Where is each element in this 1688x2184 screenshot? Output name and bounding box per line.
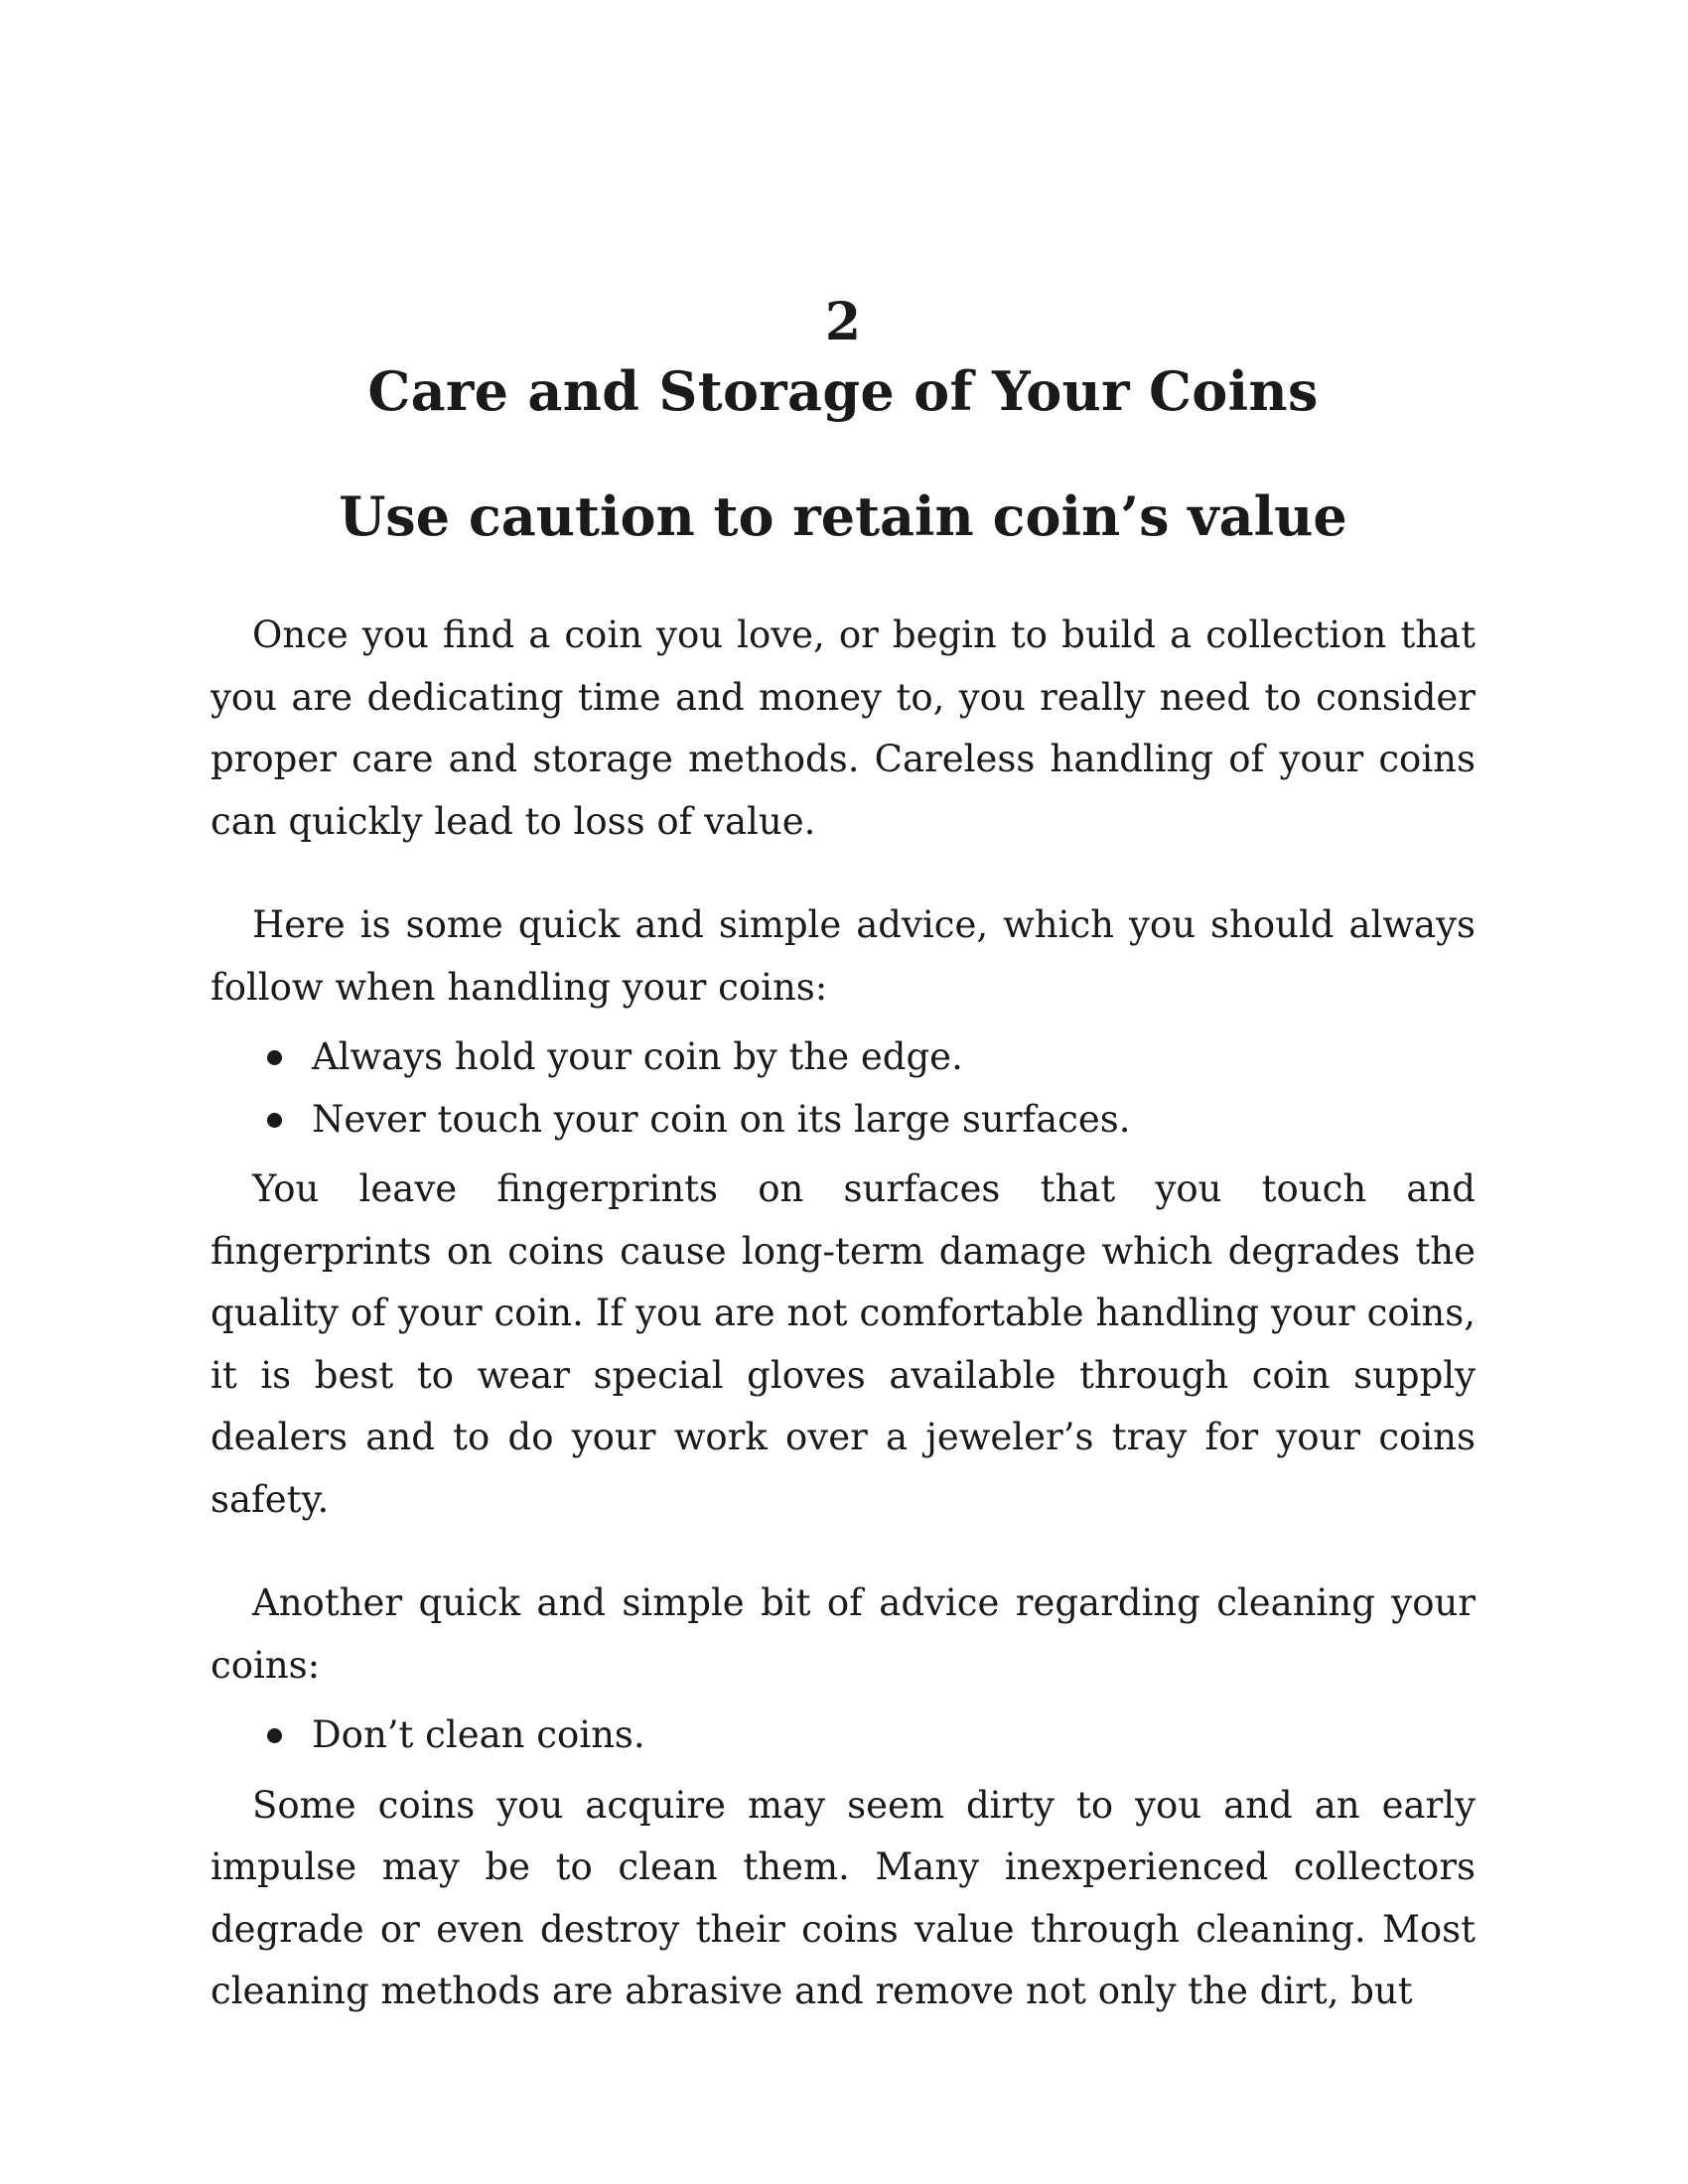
- bullet-dot-icon: [267, 1728, 282, 1743]
- list-item: [312, 1026, 1476, 1089]
- chapter-number: 2: [824, 292, 862, 352]
- paragraph-dirty-coins: Some coins you acquire may seem dirty to you and an early impulse may be to clean them. Many inexperienced collectors degrade or even destroy their coins value through cleaning. Most cleaning methods are abrasive and remove not only the dirt, but: [211, 1783, 1476, 2012]
- handling-tips-list: [211, 1026, 1476, 1151]
- paragraph-handling-advice: Here is some quick and simple advice, which you should always follow when handling your coins:: [211, 903, 1476, 1009]
- list-item: [312, 1089, 1476, 1152]
- paragraph-fingerprints: You leave fingerprints on surfaces that you touch and fingerprints on coins cause long-term damage which degrades the quality of your coin. If you are not comfortable handling your coins, it is best to wear special gloves available through coin supply dealers and to do your work over a jeweler’s tray for your coins safety.: [211, 1167, 1476, 1521]
- bullet-dot-icon: [267, 1113, 282, 1128]
- list-item-text: Never touch your coin on its large surfaces.: [312, 1097, 1131, 1141]
- chapter-title: Care and Storage of Your Coins: [367, 359, 1319, 423]
- list-item-text: Always hold your coin by the edge.: [312, 1035, 963, 1078]
- list-item-text: Don’t clean coins.: [312, 1713, 645, 1756]
- paragraph-cleaning-advice: Another quick and simple bit of advice regarding cleaning your coins:: [211, 1581, 1476, 1687]
- section-title: Use caution to retain coin’s value: [339, 484, 1347, 548]
- list-item: [312, 1705, 1476, 1767]
- bullet-dot-icon: [267, 1050, 282, 1065]
- document-page: [211, 288, 1476, 2023]
- paragraph-intro: Once you find a coin you love, or begin to build a collection that you are dedicating time and money to, you really need to consider proper care and storage methods. Careless handling of your coins can quickly lead to loss of value.: [211, 614, 1476, 843]
- cleaning-tips-list: [211, 1705, 1476, 1767]
